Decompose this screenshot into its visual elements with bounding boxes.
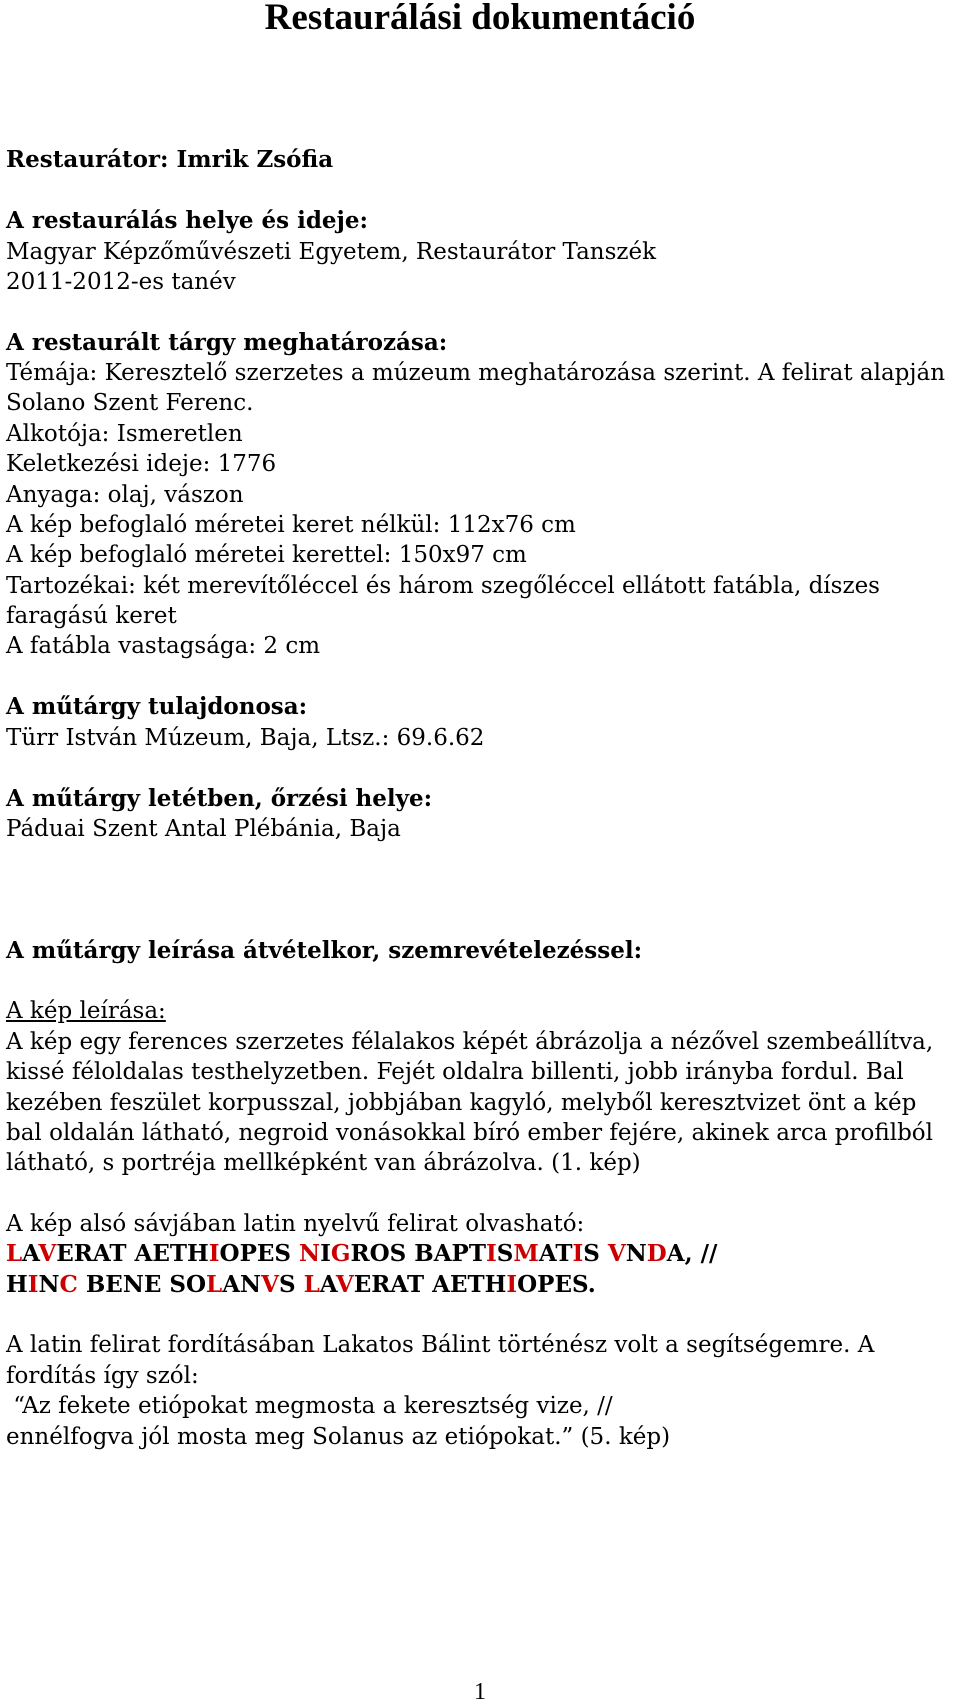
place-heading: A restaurálás helye és ideje: [6,207,369,234]
restaurator-line: Restaurátor: Imrik Zsófia [6,146,334,173]
translation-line: A latin felirat fordításában Lakatos Bálint történész volt a segítségemre. A [6,1332,875,1358]
inscription-text-segment: OPES [219,1240,300,1267]
object-line: Témája: Keresztelő szerzetes a múzeum meghatározása szerint. A felirat alapján [6,360,946,386]
inscription-text-segment: S [278,1271,304,1298]
deposit-heading: A műtárgy letétben, őrzési helye: [6,785,433,812]
object-line: Tartozékai: két merevítőléccel és három szegőléccel ellátott fatábla, díszes [6,573,880,599]
inscription-red-letter: N [299,1240,321,1267]
inscription-text-segment: I [320,1240,331,1267]
inscription-line-2 [6,1271,596,1299]
inscription-red-letter: V [335,1271,354,1298]
inscription-red-letter: C [59,1271,78,1298]
inscription-red-letter: V [261,1271,279,1298]
inscription-text-segment: N [625,1240,647,1267]
inscription-text-segment: ERAT AETH [56,1240,209,1267]
translation-line: fordítás így szól: [6,1363,199,1389]
object-line: Solano Szent Ferenc. [6,390,254,416]
inscription-text-segment: A [319,1271,336,1298]
description-subheading: A kép leírása: [6,998,166,1024]
description-heading: A műtárgy leírása átvételkor, szemrevételezéssel: [6,937,643,964]
inscription-text-segment: ERAT AETH [353,1271,507,1298]
description-line: kezében feszület korpusszal, jobbjában kagyló, melyből keresztvizet önt a kép [6,1090,917,1116]
object-line: Alkotója: Ismeretlen [6,421,243,447]
inscription-text-segment: S [583,1240,608,1267]
description-line: látható, s portréja mellképként van ábrázolva. (1. kép) [6,1150,641,1176]
inscription-text-segment: AT [538,1240,573,1267]
inscription-red-letter: I [572,1240,584,1267]
owner-line: Türr István Múzeum, Baja, Ltsz.: 69.6.62 [6,725,485,751]
inscription-text-segment: BENE SO [77,1271,207,1298]
inscription-red-letter: I [485,1240,497,1267]
object-line: A kép befoglaló méretei kerettel: 150x97 cm [6,542,527,568]
inscription-red-letter: I [208,1240,220,1267]
inscription-red-letter: I [27,1271,39,1298]
inscription-text-segment: AN [222,1271,262,1298]
owner-heading: A műtárgy tulajdonosa: [6,693,308,720]
object-line: Keletkezési ideje: 1776 [6,451,277,477]
page-number: 1 [474,1679,486,1705]
object-line: Anyaga: olaj, vászon [6,482,244,508]
inscription-red-letter: M [513,1240,539,1267]
inscription-red-letter: V [38,1240,57,1267]
inscription-intro: A kép alsó sávjában latin nyelvű felirat olvasható: [6,1211,585,1237]
inscription-red-letter: V [607,1240,626,1267]
description-line: bal oldalán látható, negroid vonásokkal bíró ember fejére, akinek arca profilból [6,1120,933,1146]
place-line: Magyar Képzőművészeti Egyetem, Restaurátor Tanszék [6,239,657,265]
inscription-text-segment: ROS BAPT [350,1240,486,1267]
object-line: A kép befoglaló méretei keret nélkül: 112x76 cm [6,512,576,538]
object-line: faragású keret [6,603,177,629]
place-line: 2011-2012-es tanév [6,269,236,295]
deposit-line: Páduai Szent Antal Plébánia, Baja [6,816,401,842]
object-line: A fatábla vastagsága: 2 cm [6,633,321,659]
inscription-red-letter: G [330,1240,351,1267]
inscription-red-letter: L [206,1271,223,1298]
inscription-red-letter: I [506,1271,518,1298]
inscription-red-letter: D [646,1240,667,1267]
inscription-red-letter: L [303,1271,320,1298]
description-line: kissé féloldalas testhelyzetben. Fejét oldalra billenti, jobb irányba fordul. Bal [6,1059,904,1085]
inscription-text-segment: A [22,1240,39,1267]
page-title: Restaurálási dokumentáció [264,0,696,38]
translation-quote-line: “Az fekete etiópokat megmosta a keresztség vize, // [6,1393,613,1419]
description-line: A kép egy ferences szerzetes félalakos képét ábrázolja a nézővel szembeállítva, [6,1029,934,1055]
inscription-red-letter: L [6,1240,23,1267]
inscription-text-segment: S [496,1240,514,1267]
inscription-text-segment: A, // [666,1240,718,1267]
inscription-line-1 [6,1240,717,1268]
inscription-text-segment: N [38,1271,60,1298]
inscription-text-segment: H [6,1271,28,1298]
object-heading: A restaurált tárgy meghatározása: [6,329,448,356]
translation-quote-line: ennélfogva jól mosta meg Solanus az etiópokat.” (5. kép) [6,1424,671,1450]
inscription-text-segment: OPES. [517,1271,596,1298]
